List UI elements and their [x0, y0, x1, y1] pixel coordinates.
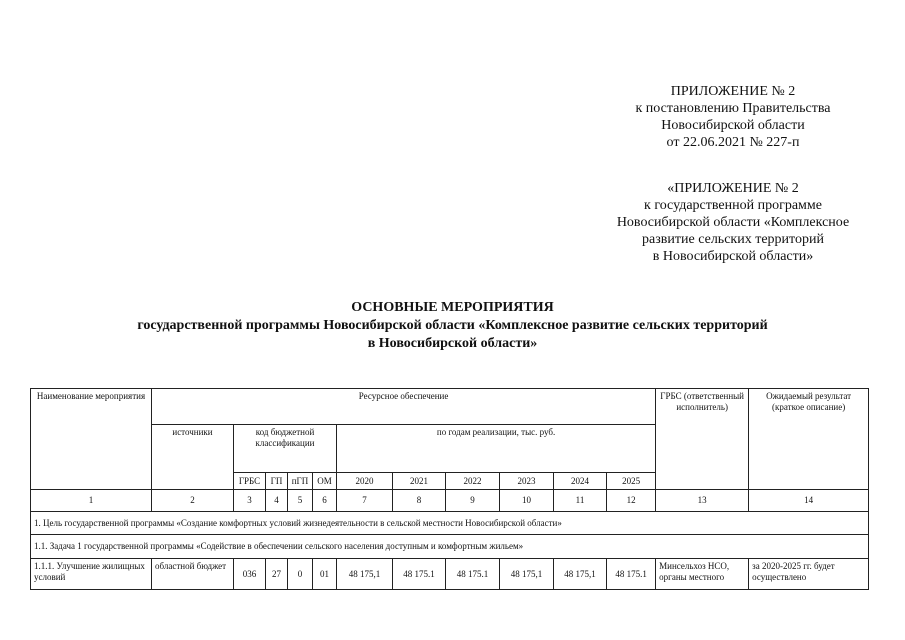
col-number: 9 [446, 490, 500, 512]
value-2025-cell: 48 175.1 [607, 559, 656, 590]
program-appendix-line-5: в Новосибирской области» [652, 249, 814, 264]
header-year-2022: 2022 [446, 473, 500, 490]
header-code-gp: ГП [266, 473, 288, 490]
col-number: 5 [288, 490, 313, 512]
header-code-om: ОМ [313, 473, 337, 490]
appendix-line-1: ПРИЛОЖЕНИЕ № 2 [670, 84, 796, 99]
table-row [31, 559, 869, 590]
grbs-cell: Минсельхоз НСО, органы местного [656, 559, 749, 590]
program-appendix-line-1: «ПРИЛОЖЕНИЕ № 2 [667, 181, 799, 196]
goal-row: 1. Цель государственной программы «Создание комфортных условий жизнедеятельности в сельской местности Новосибирской области» [31, 512, 869, 535]
header-by-years: по годам реализации, тыс. руб. [337, 425, 656, 473]
program-appendix-line-4: развитие сельских территорий [642, 232, 824, 247]
header-resources: Ресурсное обеспечение [152, 389, 656, 425]
col-number: 3 [234, 490, 266, 512]
header-sources: источники [152, 425, 234, 490]
code-pgp-cell: 0 [288, 559, 313, 590]
document-title [0, 299, 905, 353]
value-2022-cell: 48 175.1 [446, 559, 500, 590]
col-number: 11 [554, 490, 607, 512]
col-number: 10 [500, 490, 554, 512]
program-appendix-line-2: к государственной программе [644, 198, 822, 213]
appendix-line-4: от 22.06.2021 № 227-п [666, 135, 800, 150]
event-name-cell: 1.1.1. Улучшение жилищных условий [31, 559, 152, 590]
col-number: 4 [266, 490, 288, 512]
title-line-2: государственной программы Новосибирской области «Комплексное развитие сельских территорий [137, 318, 768, 333]
program-appendix-header [598, 180, 868, 265]
events-table [30, 388, 869, 590]
col-number: 12 [607, 490, 656, 512]
header-event-name: Наименование мероприятия [31, 389, 152, 490]
header-year-2021: 2021 [393, 473, 446, 490]
col-number: 7 [337, 490, 393, 512]
appendix-header [598, 83, 868, 151]
col-number: 8 [393, 490, 446, 512]
source-cell: областной бюджет [152, 559, 234, 590]
col-number: 1 [31, 490, 152, 512]
program-appendix-line-3: Новосибирской области «Комплексное [616, 215, 850, 230]
header-grbs: ГРБС (ответственный исполнитель) [656, 389, 749, 490]
column-numbers-row [31, 490, 869, 512]
header-year-2024: 2024 [554, 473, 607, 490]
col-number: 14 [749, 490, 869, 512]
col-number: 2 [152, 490, 234, 512]
header-code-grbs: ГРБС [234, 473, 266, 490]
header-expected-result: Ожидаемый результат (краткое описание) [749, 389, 869, 490]
appendix-line-2: к постановлению Правительства [635, 101, 831, 116]
value-2020-cell: 48 175,1 [337, 559, 393, 590]
appendix-line-3: Новосибирской области [661, 118, 805, 133]
result-cell: за 2020-2025 гг. будет осуществлено [749, 559, 869, 590]
col-number: 13 [656, 490, 749, 512]
value-2021-cell: 48 175.1 [393, 559, 446, 590]
value-2024-cell: 48 175,1 [554, 559, 607, 590]
col-number: 6 [313, 490, 337, 512]
code-gp-cell: 27 [266, 559, 288, 590]
code-grbs-cell: 036 [234, 559, 266, 590]
task-row: 1.1. Задача 1 государственной программы «Содействие в обеспечении сельского населения доступным и комфортным жильем» [31, 535, 869, 559]
title-line-3: в Новосибирской области» [367, 336, 538, 351]
header-code-pgp: пГП [288, 473, 313, 490]
header-year-2025: 2025 [607, 473, 656, 490]
code-om-cell: 01 [313, 559, 337, 590]
value-2023-cell: 48 175,1 [500, 559, 554, 590]
header-year-2023: 2023 [500, 473, 554, 490]
header-year-2020: 2020 [337, 473, 393, 490]
header-budget-code: код бюджетной классификации [234, 425, 337, 473]
title-line-1: ОСНОВНЫЕ МЕРОПРИЯТИЯ [351, 300, 554, 315]
